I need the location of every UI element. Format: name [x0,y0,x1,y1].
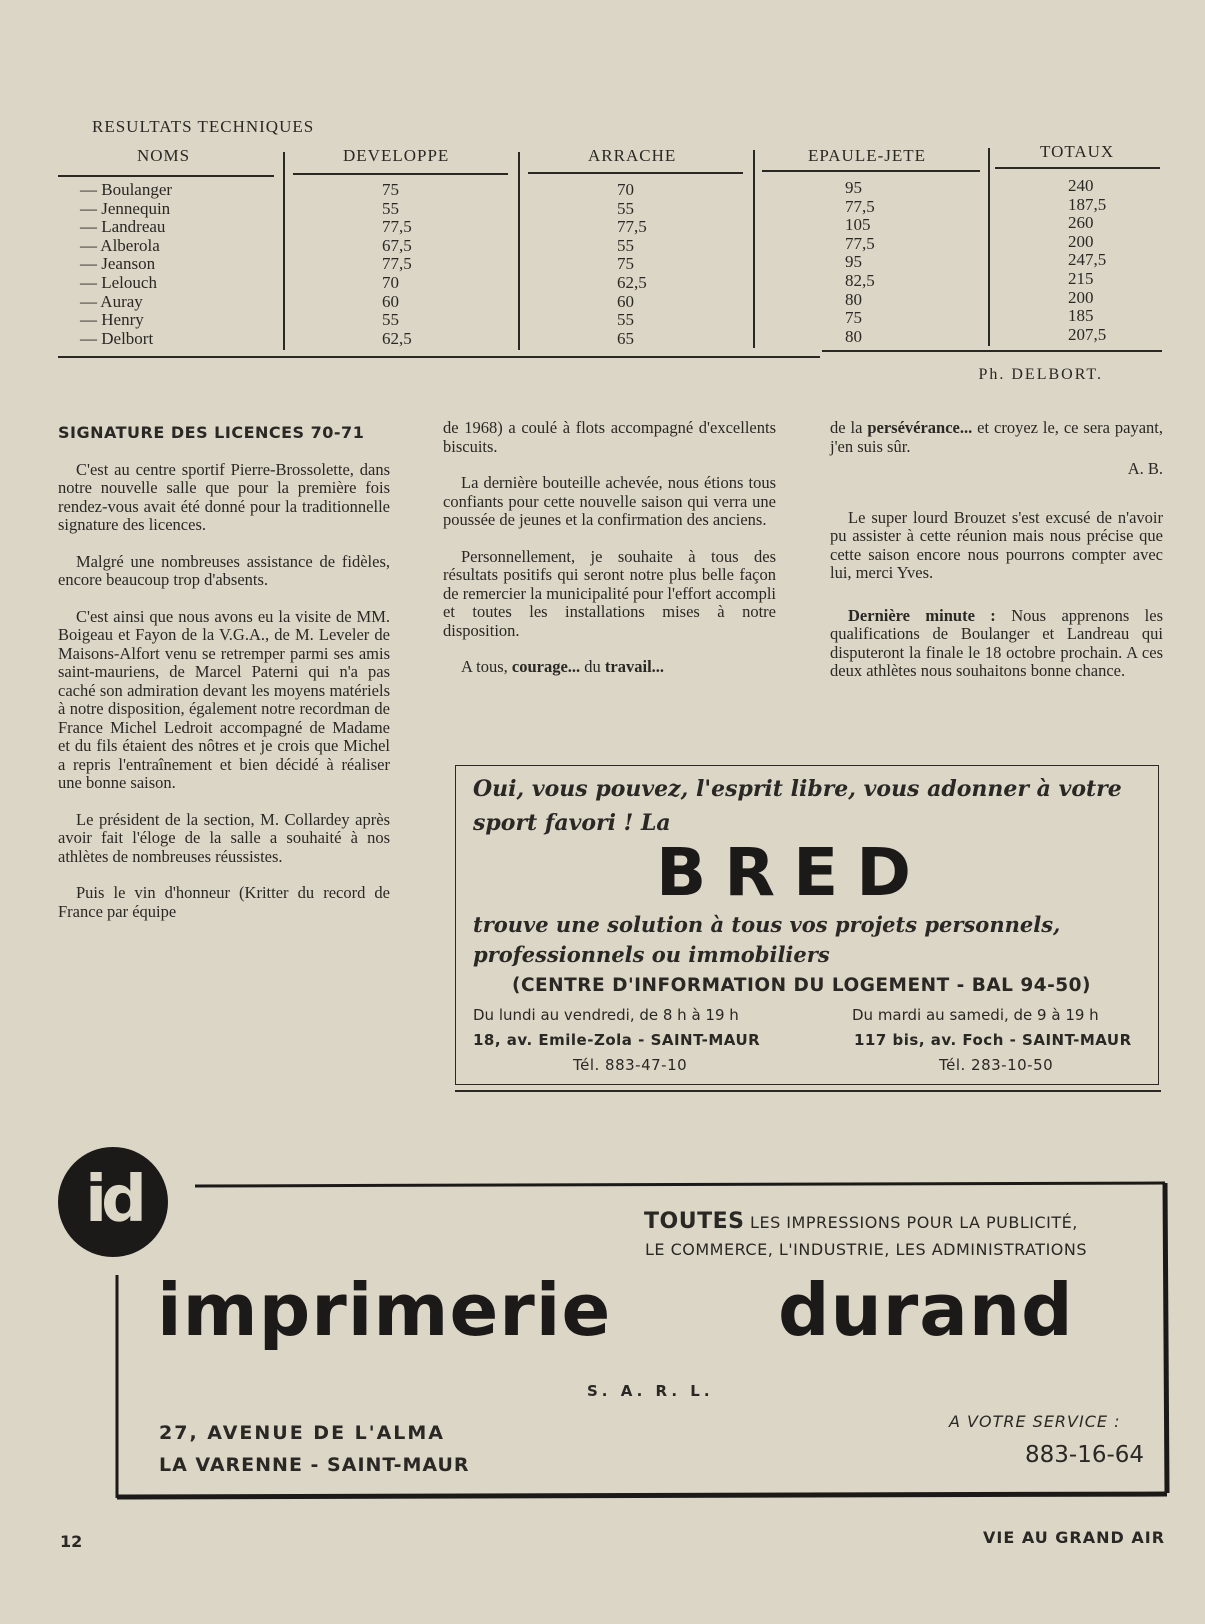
table-cell: 187,5 [1068,194,1107,214]
article-title: SIGNATURE DES LICENCES 70-71 [58,423,365,442]
durand-phone: 883-16-64 [1025,1442,1145,1468]
column-divider [283,152,285,350]
table-cell: 77,5 [382,217,412,237]
table-cell: 62,5 [382,328,412,348]
table-cell: 200 [1068,287,1094,307]
table-cell: — Auray [80,291,143,311]
table-cell: — Jeanson [80,254,156,274]
header-rule [58,175,274,177]
table-cell: — Delbort [80,328,154,348]
col-header-noms: NOMS [137,146,191,165]
paragraph: Malgré une nombreuses assistance de fidèles, encore beaucoup trop d'absents. [58,551,390,589]
table-cell: 95 [845,178,862,197]
table-cell: 75 [617,254,634,274]
emphasis: travail... [604,657,665,676]
durand-brand-imprimerie: imprimerie [157,1268,612,1352]
table-cell: — Landreau [80,217,166,237]
toutes-label: TOUTES [644,1209,745,1234]
bred-ad [455,765,1159,1085]
table-cell: 240 [1068,176,1094,195]
column-divider [753,150,755,348]
table-cell: 77,5 [382,254,412,274]
results-title: RESULTATS TECHNIQUES [92,117,315,136]
table-cell: 207,5 [1068,324,1107,344]
table-cell: 65 [617,328,634,348]
table-cell: — Boulanger [80,180,173,199]
text: Nous apprenons les qualifications de Boulanger et Landreau qui disputeront la finale le 18 octobre prochain. A ces deux athlètes nous souhaitons bonne chance. [830,605,1163,680]
epaule-jete-column [845,179,875,346]
page-number: 12 [60,1532,83,1551]
paragraph [443,658,776,677]
table-cell: 77,5 [845,196,875,216]
paragraph: Puis le vin d'honneur (Kritter du record de France par équipe [58,883,390,921]
table-cell: — Alberola [80,235,160,255]
text: du [580,657,605,676]
header-rule [762,170,980,172]
paragraph: La dernière bouteille achevée, nous étions tous confiants pour cette nouvelle saison qui verra une poussée de jeunes et la confirmation des anciens. [443,473,776,529]
table-cell: 75 [845,308,862,328]
durand-tagline-2: LE COMMERCE, L'INDUSTRIE, LES ADMINISTRATIONS [645,1240,1087,1259]
bred-ad-line-4: professionnels ou immobiliers [473,942,830,967]
table-cell: 67,5 [382,235,412,255]
table-cell: 55 [382,310,399,330]
table-cell: 185 [1068,306,1094,326]
bred-right-address: 117 bis, av. Foch - SAINT-MAUR [854,1031,1132,1049]
bred-ad-line-2: sport favori ! La [473,810,671,836]
emphasis: Dernière minute : [848,605,996,625]
table-cell: 247,5 [1068,250,1107,270]
durand-brand-durand: durand [778,1268,1074,1352]
text: et croyez le, ce sera payant, j'en suis sûr. [830,418,1163,456]
magazine-name: VIE AU GRAND AIR [983,1528,1166,1547]
durand-sarl: S. A. R. L. [587,1382,714,1400]
table-cell: 260 [1068,213,1094,233]
table-cell: 95 [845,252,862,272]
paragraph: C'est au centre sportif Pierre-Brossolette, dans notre nouvelle salle que pour la première fois rendez-vous avait été donné pour la traditionnelle signature des licences. [58,459,390,534]
table-cell: 55 [382,198,399,218]
paragraph [830,419,1163,456]
article-column-2 [443,419,776,695]
photo-credit: Ph. DELBORT. [978,366,1103,383]
table-cell: 55 [617,310,634,330]
text: A tous, [461,657,512,676]
emphasis: courage... [511,657,581,676]
table-cell: 60 [617,291,634,311]
paragraph: Le super lourd Brouzet s'est excusé de n'avoir pu assister à cette réunion mais nous précise que cette saison encore nous pourrons compter avec lui, merci Yves. [830,507,1163,582]
table-cell: 70 [617,180,634,199]
durand-service-label: A VOTRE SERVICE : [949,1412,1121,1431]
durand-address-2: LA VARENNE - SAINT-MAUR [159,1454,470,1476]
table-cell: 77,5 [845,233,875,253]
table-bottom-rule [58,356,820,358]
table-cell: — Lelouch [80,272,157,292]
table-cell: 60 [382,291,399,311]
text: de la [830,418,868,437]
emphasis: persévérance... [867,418,973,437]
totaux-column [1068,177,1106,344]
bred-info-center: (CENTRE D'INFORMATION DU LOGEMENT - BAL 94-50) [512,975,1092,996]
header-rule [293,173,508,175]
table-cell: 200 [1068,231,1094,251]
table-cell: 215 [1068,268,1094,288]
durand-tagline-1 [644,1209,1078,1234]
table-cell: 77,5 [617,217,647,237]
article-column-3 [830,419,1163,699]
bred-ad-bottom-rule [455,1090,1161,1092]
table-cell: — Henry [80,310,144,330]
text: LES IMPRESSIONS POUR LA PUBLICITÉ, [744,1213,1078,1232]
table-cell: 80 [845,289,862,309]
table-cell: 70 [382,272,399,292]
article-column-1 [58,424,390,939]
table-cell: 75 [382,180,399,199]
col-header-totaux: TOTAUX [1040,142,1115,161]
column-divider [988,148,990,346]
developpe-column [382,181,412,348]
bred-ad-line-1: Oui, vous pouvez, l'esprit libre, vous adonner à votre [473,776,1122,802]
bred-ad-line-3: trouve une solution à tous vos projets personnels, [473,912,1061,937]
table-cell: 55 [617,198,634,218]
col-header-developpe: DEVELOPPE [343,146,450,165]
header-rule [528,172,743,174]
table-bottom-rule [822,350,1162,352]
table-cell: 62,5 [617,272,647,292]
bred-left-hours: Du lundi au vendredi, de 8 h à 19 h [473,1006,739,1024]
paragraph: de 1968) a coulé à flots accompagné d'excellents biscuits. [443,418,776,456]
column-divider [518,152,520,350]
names-column [80,181,172,348]
table-cell: 55 [617,235,634,255]
table-cell: 80 [845,326,862,346]
durand-address-1: 27, AVENUE DE L'ALMA [159,1422,446,1444]
col-header-arrache: ARRACHE [588,146,677,165]
header-rule [995,167,1160,169]
durand-ad [115,1180,1170,1500]
paragraph: Le président de la section, M. Collardey après avoir fait l'éloge de la salle a souhaité à nos athlètes de nombreuses réussistes. [58,809,390,866]
bred-logo: BRED [656,834,929,911]
id-logo: id [58,1147,168,1257]
col-header-epaule-jete: EPAULE-JETE [808,146,927,165]
table-cell: 105 [845,215,871,235]
table-cell: 82,5 [845,270,875,290]
bred-right-phone: Tél. 283-10-50 [939,1056,1054,1074]
paragraph: C'est ainsi que nous avons eu la visite de MM. Boigeau et Fayon de la V.G.A., de M. Leveler de Maisons-Alfort venu se retremper parmi ses amis saint-mauriens, de Marcel Paterni qui n'a pas caché son admiration devant les moyens matériels à notre disposition, également notre recordman de France Michel Ledroit accompagné de Madame et du fils étaient des nôtres et je crois que Michel a repris l'entraînement et bien décidé à réaliser une bonne saison. [58,606,390,792]
paragraph: Personnellement, je souhaite à tous des résultats positifs qui seront notre plus belle façon de remercier la municipalité pour l'effort accompli et toutes les installations mises à notre disposition. [443,546,776,640]
bred-left-address: 18, av. Emile-Zola - SAINT-MAUR [473,1031,761,1049]
bred-left-phone: Tél. 883-47-10 [573,1056,688,1074]
table-cell: — Jennequin [80,198,171,218]
bred-right-hours: Du mardi au samedi, de 9 à 19 h [852,1006,1099,1024]
signature: A. B. [1127,459,1163,478]
arrache-column [617,181,647,348]
paragraph [830,607,1163,681]
